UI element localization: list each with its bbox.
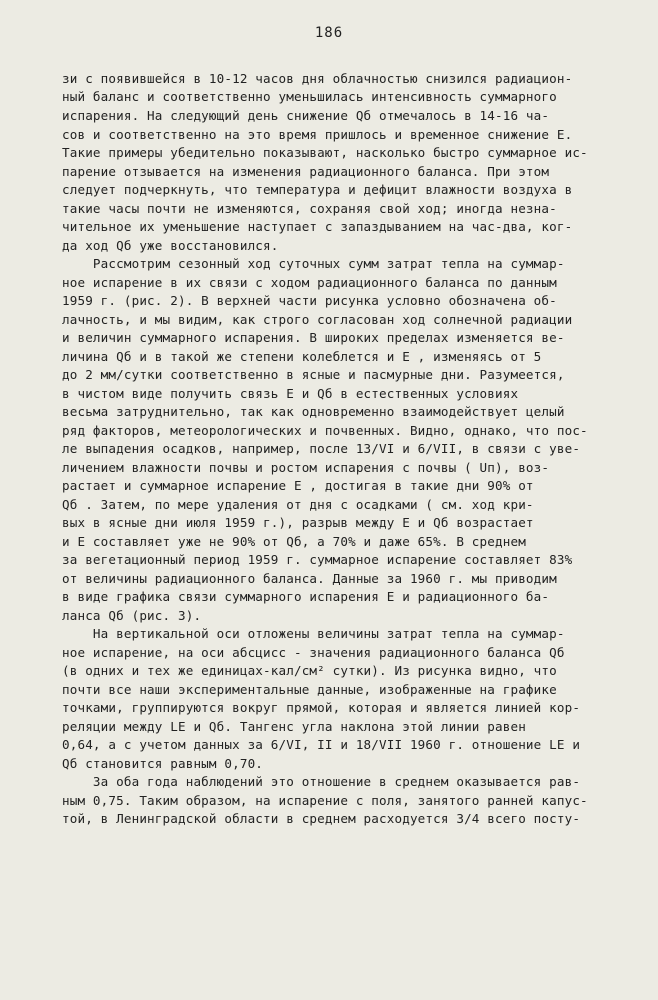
text-line: до 2 мм/сутки соответственно в ясные и пасмурные дни. Разумеется, bbox=[62, 367, 565, 382]
text-line: в виде графика связи суммарного испарения E и радиационного ба- bbox=[62, 589, 550, 604]
text-line: Рассмотрим сезонный ход суточных сумм затрат тепла на суммар- bbox=[62, 256, 565, 271]
text-line: от величины радиационного баланса. Данные за 1960 г. мы приводим bbox=[62, 571, 557, 586]
text-line: парение отзывается на изменения радиационного баланса. При этом bbox=[62, 164, 550, 179]
text-line: ле выпадения осадков, например, после 13/VI и 6/VII, в связи с уве- bbox=[62, 441, 581, 456]
text-line: той, в Ленинградской области в среднем расходуется 3/4 всего посту- bbox=[62, 811, 581, 826]
text-line: ланса Qб (рис. 3). bbox=[62, 608, 202, 623]
text-line: сов и соответственно на это время пришлось и временное снижение E. bbox=[62, 127, 573, 142]
text-line: На вертикальной оси отложены величины затрат тепла на суммар- bbox=[62, 626, 565, 641]
text-line: реляции между LE и Qб. Тангенс угла наклона этой линии равен bbox=[62, 719, 526, 734]
text-line: Qб . Затем, по мере удаления от дня с осадками ( см. ход кри- bbox=[62, 497, 534, 512]
text-line: и E составляет уже не 90% от Qб, а 70% и даже 65%. В среднем bbox=[62, 534, 526, 549]
text-line: зи с появившейся в 10-12 часов дня облачностью снизился радиацион- bbox=[62, 71, 573, 86]
text-line: следует подчеркнуть, что температура и дефицит влажности воздуха в bbox=[62, 182, 573, 197]
text-line: 0,64, а с учетом данных за 6/VI, II и 18/VII 1960 г. отношение LE и bbox=[62, 737, 581, 752]
text-line: и величин суммарного испарения. В широких пределах изменяется ве- bbox=[62, 330, 565, 345]
text-line: да ход Qб уже восстановился. bbox=[62, 238, 279, 253]
text-line: 1959 г. (рис. 2). В верхней части рисунка условно обозначена об- bbox=[62, 293, 557, 308]
text-line: личением влажности почвы и ростом испарения с почвы ( Uп), воз- bbox=[62, 460, 550, 475]
page-number: 186 bbox=[314, 25, 344, 41]
text-line: Такие примеры убедительно показывают, насколько быстро суммарное ис- bbox=[62, 145, 588, 160]
text-line: испарения. На следующий день снижение Qб отмечалось в 14-16 ча- bbox=[62, 108, 550, 123]
text-line: ный баланс и соответственно уменьшилась интенсивность суммарного bbox=[62, 89, 557, 104]
text-line: такие часы почти не изменяются, сохраняя свой ход; иногда незна- bbox=[62, 201, 557, 216]
text-line: Qб становится равным 0,70. bbox=[62, 756, 264, 771]
text-line: точками, группируются вокруг прямой, которая и является линией кор- bbox=[62, 700, 581, 715]
text-line: ное испарение, на оси абсцисс - значения радиационного баланса Qб bbox=[62, 645, 565, 660]
text-line: За оба года наблюдений это отношение в среднем оказывается рав- bbox=[62, 774, 581, 789]
text-line: ное испарение в их связи с ходом радиационного баланса по данным bbox=[62, 275, 557, 290]
text-line: почти все наши экспериментальные данные, изображенные на графике bbox=[62, 682, 557, 697]
text-line: (в одних и тех же единицах-кал/см² сутки). Из рисунка видно, что bbox=[62, 663, 557, 678]
text-line: чительное их уменьшение наступает с запаздыванием на час-два, ког- bbox=[62, 219, 573, 234]
text-line: ным 0,75. Таким образом, на испарение с поля, занятого ранней капус- bbox=[62, 793, 588, 808]
text-line: в чистом виде получить связь E и Qб в естественных условиях bbox=[62, 386, 519, 401]
text-line: вых в ясные дни июля 1959 г.), разрыв между E и Qб возрастает bbox=[62, 515, 534, 530]
text-line: за вегетационный период 1959 г. суммарное испарение составляет 83% bbox=[62, 552, 573, 567]
text-line: личина Qб и в такой же степени колеблется и E , изменяясь от 5 bbox=[62, 349, 542, 364]
text-line: весьма затруднительно, так как одновременно взаимодействует целый bbox=[62, 404, 565, 419]
text-line: ряд факторов, метеорологических и почвенных. Видно, однако, что пос- bbox=[62, 423, 588, 438]
text-line: лачность, и мы видим, как строго согласован ход солнечной радиации bbox=[62, 312, 573, 327]
text-line: растает и суммарное испарение E , достигая в такие дни 90% от bbox=[62, 478, 534, 493]
